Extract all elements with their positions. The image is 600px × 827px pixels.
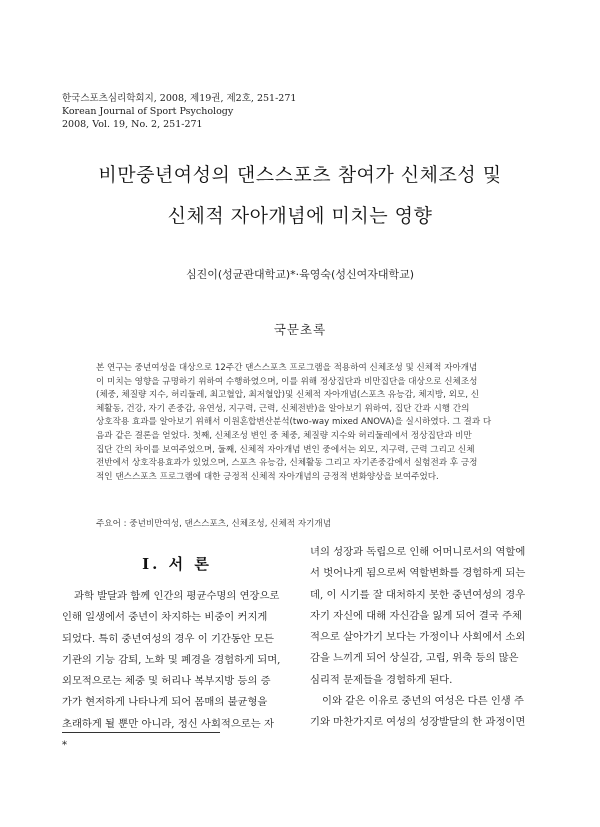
abstract-line: 상호작용 효과를 알아보기 위해서 이원혼합변산분석(two-way mixed ANOVA)을 실시하였다. 그 결과 다 bbox=[96, 417, 492, 428]
body-line: 적으로 살아가기 보다는 가정이나 사회에서 소외 bbox=[310, 631, 526, 644]
abstract-line: 음과 같은 결론을 얻었다. 첫째, 신체조성 변인 중 체중, 체질량 지수와 허리둘레에서 정상집단과 비만 bbox=[96, 430, 472, 441]
body-line: 인해 일생에서 중년이 차지하는 비중이 커지게 bbox=[62, 611, 268, 624]
body-line: 심리적 문제들을 경험하게 된다. bbox=[310, 673, 453, 686]
body-line: 이와 같은 이유로 중년의 여성은 다른 인생 주 bbox=[322, 695, 524, 708]
abstract-line: 전반에서 상호작용효과가 있었으며, 스포츠 유능감, 신체활동 그리고 자기존중감에서 실험전과 후 긍정 bbox=[96, 458, 478, 469]
footnote-marker: * bbox=[62, 740, 67, 751]
abstract-line: (체중, 체질량 지수, 허리둘레, 최고혈압, 최저혈압)및 신체적 자아개념(스포츠 유능감, 체지방, 외모, 신 bbox=[96, 390, 479, 401]
section-heading-introduction: I. 서 론 bbox=[142, 555, 212, 573]
body-line: 감을 느끼게 되어 상실감, 고립, 위축 등의 많은 bbox=[310, 652, 519, 665]
body-line: 서 벗어나게 됨으로써 역할변화를 경험하게 되는 bbox=[310, 567, 526, 580]
journal-citation bbox=[62, 92, 296, 131]
journal-citation-korean: 한국스포츠심리학회지, 2008, 제19권, 제2호, 251-271 bbox=[62, 93, 297, 104]
abstract-line: 이 미치는 영향을 규명하기 위하여 수행하였으며, 이를 위해 정상집단과 비만집단을 대상으로 신체조성 bbox=[96, 376, 478, 387]
body-line: 자기 자신에 대해 자신감을 잃게 되어 결국 주체 bbox=[310, 609, 522, 622]
body-line: 데, 이 시기를 잘 대처하지 못한 중년여성의 경우 bbox=[310, 588, 526, 601]
paper-title-line-1: 비만중년여성의 댄스스포츠 참여가 신체조성 및 bbox=[98, 164, 502, 186]
keywords: 주요어 : 중년비만여성, 댄스스포츠, 신체조성, 신체적 자기개념 bbox=[96, 519, 332, 529]
footnote-rule bbox=[62, 732, 220, 733]
abstract-heading: 국문초록 bbox=[273, 322, 327, 337]
body-column-right bbox=[310, 542, 542, 734]
body-line: 기관의 기능 감퇴, 노화 및 폐경을 경험하게 되며, bbox=[62, 653, 281, 666]
abstract-line: 적인 댄스스포츠 프로그램에 대한 긍정적 신체적 자아개념의 긍정적 변화양상을 보여주었다. bbox=[96, 471, 439, 482]
paper-title-line-2: 신체적 자아개념에 미치는 영향 bbox=[167, 205, 433, 227]
abstract-line: 체활동, 건강, 자기 존중감, 유연성, 지구력, 근력, 신체전반)을 알아보기 위하여, 집단 간과 시행 간의 bbox=[96, 403, 470, 414]
body-line: 되었다. 특히 중년여성의 경우 이 기간동안 모든 bbox=[62, 632, 274, 645]
body-line: 녀의 성장과 독립으로 인해 어머니로서의 역할에 bbox=[310, 546, 526, 558]
body-line: 초래하게 될 뿐만 아니라, 정신 사회적으로는 자 bbox=[62, 717, 274, 730]
body-line: 외모적으로는 체중 및 허리나 복부지방 등의 증 bbox=[62, 675, 271, 688]
body-column-left bbox=[62, 586, 294, 735]
author-line: 심진이(성균관대학교)*·육영숙(성신여자대학교) bbox=[185, 268, 415, 281]
journal-volume-info: 2008, Vol. 19, No. 2, 251-271 bbox=[62, 119, 203, 130]
abstract-line: 본 연구는 중년여성을 대상으로 12주간 댄스스포츠 프로그램을 적용하여 신체조성 및 신체적 자아개념 bbox=[96, 363, 478, 373]
abstract-line: 집단 간의 차이를 보여주었으며, 둘째, 신체적 자아개념 변인 중에서는 외모, 지구력, 근력 그리고 신체 bbox=[96, 444, 475, 455]
journal-name-english: Korean Journal of Sport Psychology bbox=[62, 106, 234, 117]
body-line: 가가 현저하게 나타나게 되어 몸매의 불균형을 bbox=[62, 696, 268, 709]
abstract-body bbox=[96, 362, 512, 484]
body-line: 과학 발달과 함께 인간의 평균수명의 연장으로 bbox=[74, 590, 280, 602]
body-line: 기와 마찬가지로 여성의 성장발달의 한 과정이면 bbox=[310, 716, 526, 729]
